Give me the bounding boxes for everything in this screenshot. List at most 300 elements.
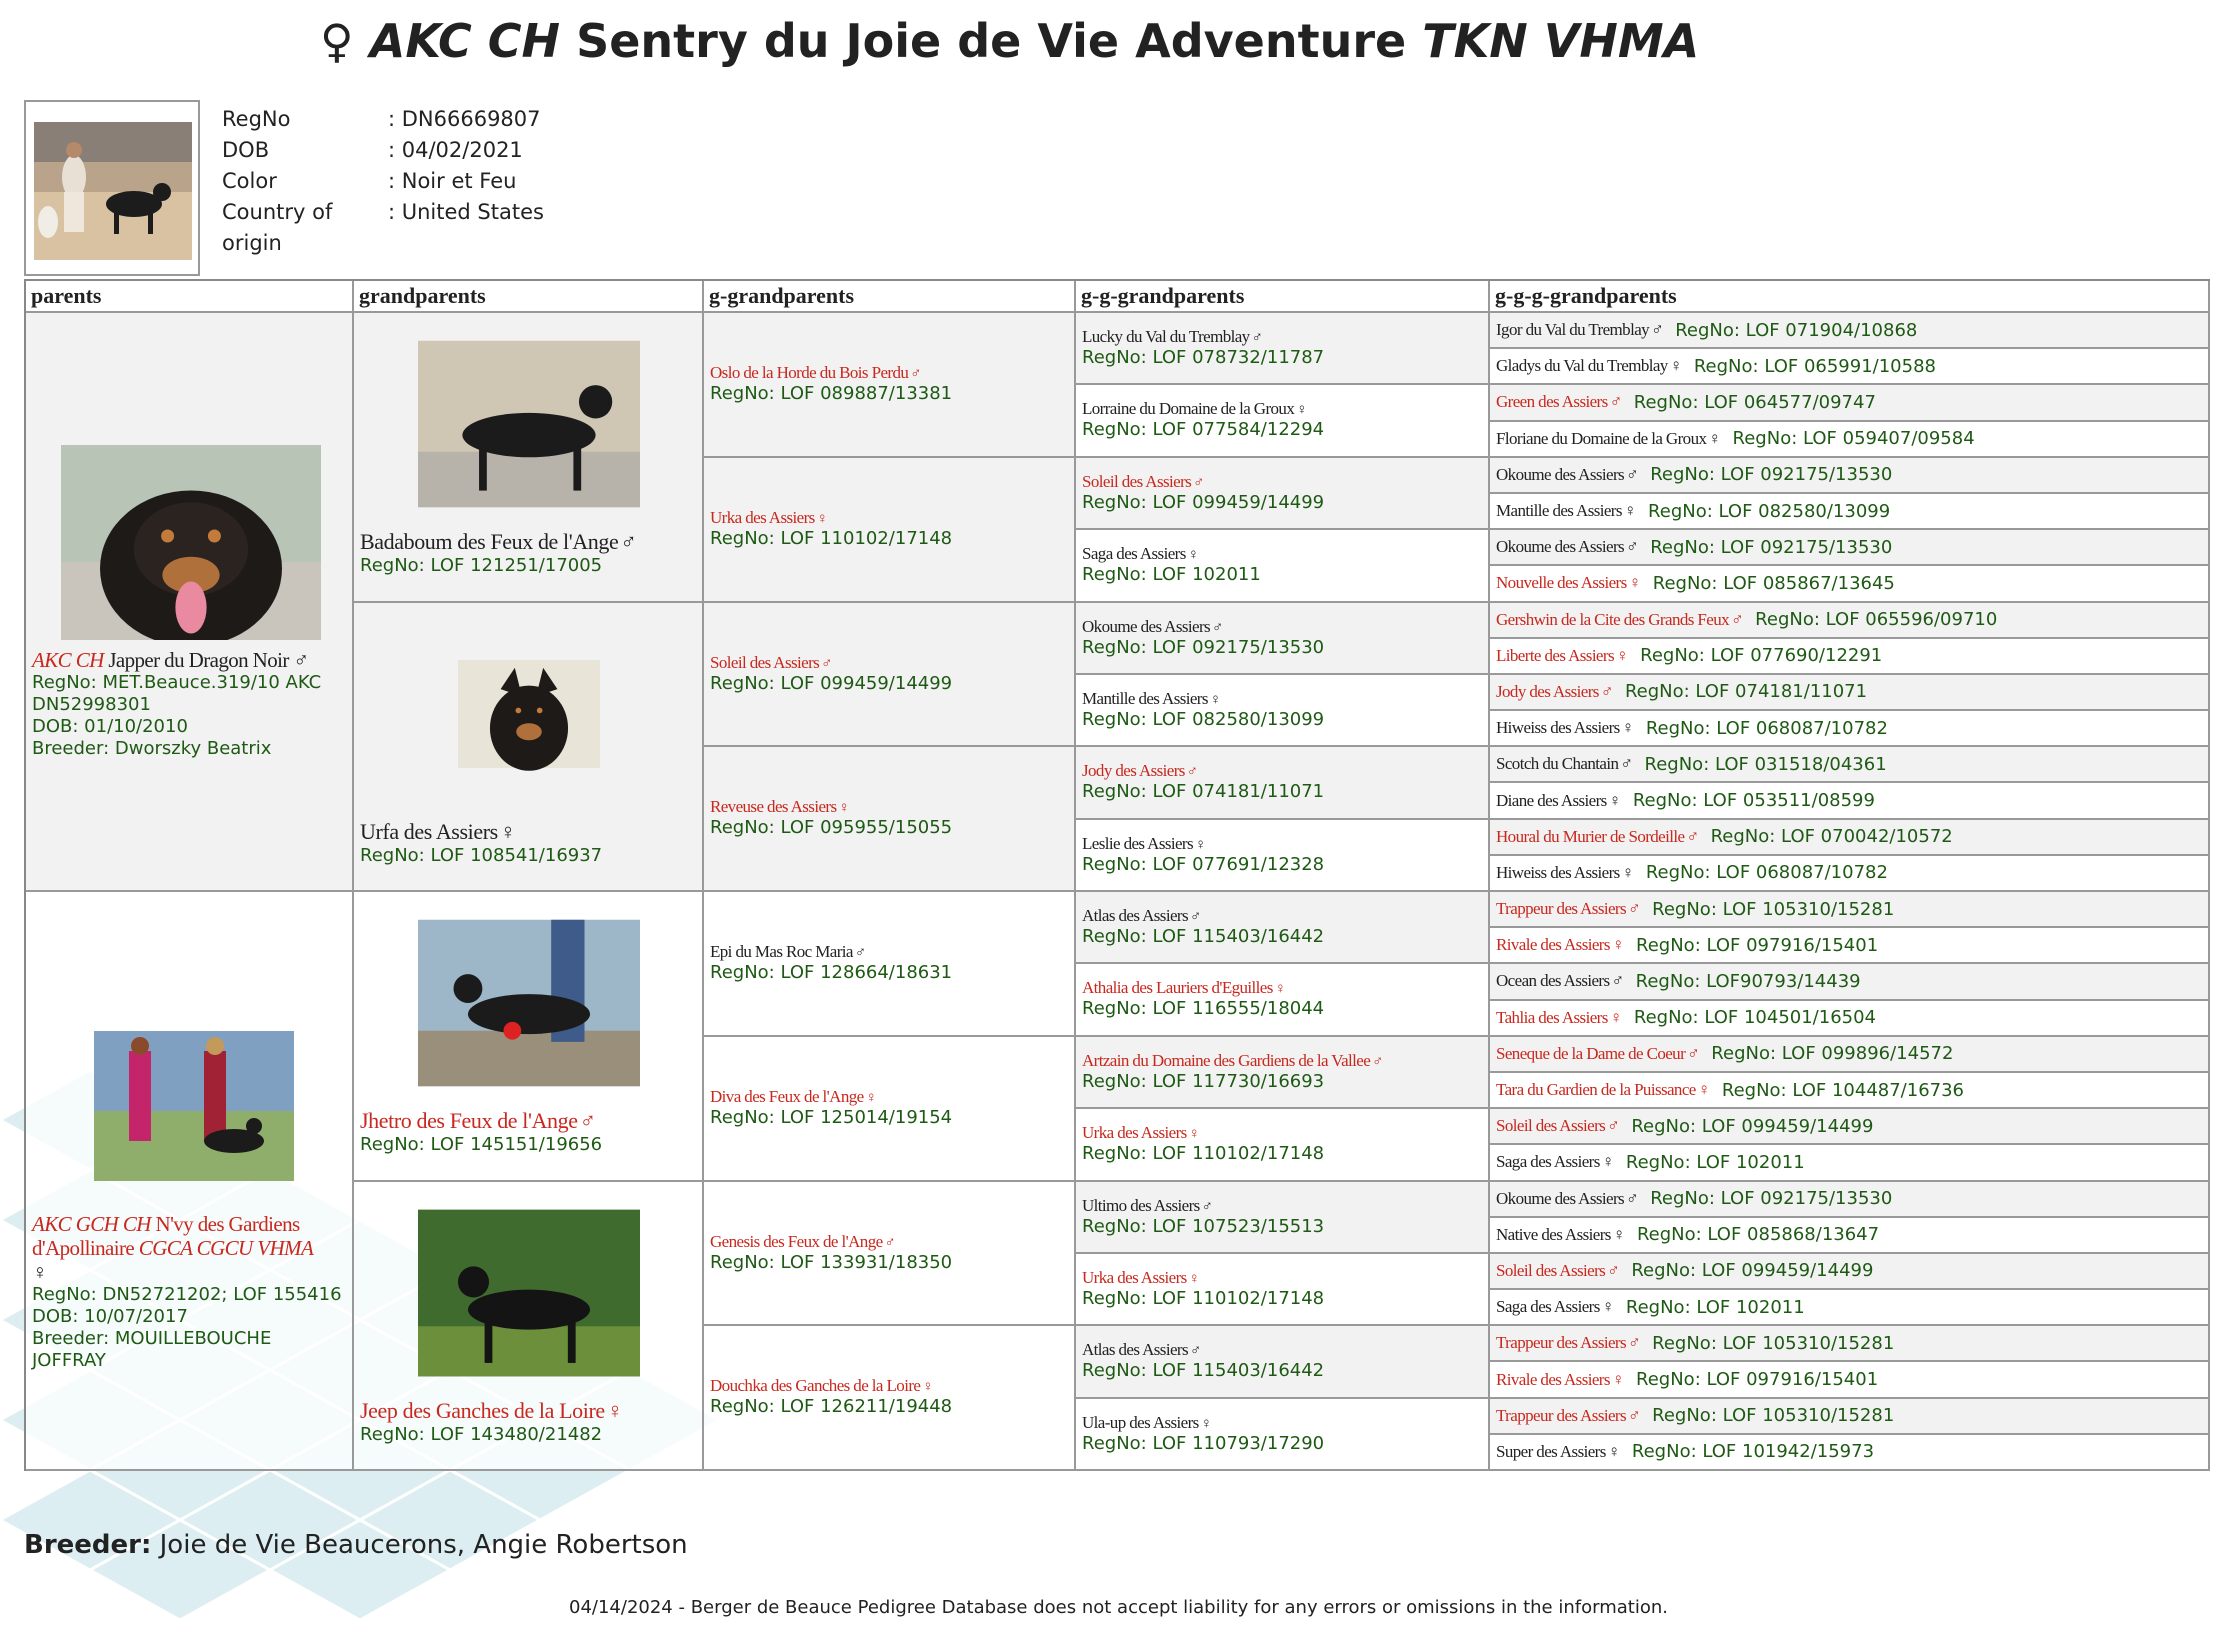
dog-show-photo [34, 122, 192, 260]
title-name: Sentry du Joie de Vie Adventure [576, 14, 1407, 68]
dog-name-text[interactable]: Jhetro des Feux de l'Ange [360, 1108, 578, 1133]
parent-dob: DOB: 01/10/2010 [32, 716, 188, 737]
gender-symbol: ♂ [1626, 537, 1639, 557]
dog-name-text[interactable]: Soleil des Assiers [1082, 471, 1192, 491]
g-grandparent-regno: RegNo: LOF 095955/15055 [710, 817, 953, 839]
gender-symbol: ♂ [1626, 464, 1639, 484]
gender-symbol: ♂ [1687, 1043, 1700, 1063]
g-grandparent-regno: RegNo: LOF 126211/19448 [710, 1396, 953, 1418]
dog-name[interactable] [1082, 689, 1324, 709]
dog-name[interactable] [1082, 834, 1324, 854]
gender-symbol: ♀ [1607, 1441, 1620, 1461]
dog-name[interactable] [1496, 465, 1638, 485]
gender-symbol: ♀ [1187, 547, 1199, 564]
dog-name[interactable] [1082, 1196, 1324, 1216]
dog-name-text[interactable]: Okoume des Assiers [1496, 1188, 1625, 1208]
grandparent-cell-0 [354, 313, 704, 603]
g-grandparent-cell-2 [704, 603, 1076, 748]
gg-grandparent-text [1082, 544, 1261, 585]
dog-name-text[interactable]: Reveuse des Assiers [710, 797, 837, 817]
gg-grandparent-text [1082, 1268, 1324, 1309]
ggg-grandparent-cell-4 [1490, 458, 2210, 494]
dog-name[interactable] [710, 942, 952, 962]
dog-name-text[interactable]: Soleil des Assiers [1496, 1260, 1606, 1280]
grandparent-regno: RegNo: LOF 121251/17005 [360, 555, 603, 576]
gender-symbol: ♂ [1609, 392, 1622, 412]
grandparent-photo-2[interactable] [418, 906, 640, 1100]
ggg-grandparent-regno: RegNo: LOF 102011 [1625, 1296, 1805, 1318]
gg-grandparent-regno: RegNo: LOF 078732/11787 [1082, 347, 1325, 368]
gg-grandparent-regno: RegNo: LOF 082580/13099 [1082, 708, 1325, 730]
gender-symbol: ♂ [1251, 330, 1263, 346]
dog-name-text[interactable]: Athalia des Lauriers d'Eguilles [1082, 978, 1273, 998]
ggg-grandparent-cell-30 [1490, 1399, 2210, 1435]
dog-name-text[interactable]: Ula-up des Assiers [1082, 1412, 1199, 1432]
g-grandparent-cell-1 [704, 458, 1076, 603]
ggg-grandparent-cell-25 [1490, 1218, 2210, 1254]
dog-name[interactable] [1496, 1406, 1640, 1426]
ggg-grandparent-cell-27 [1490, 1290, 2210, 1326]
dog-name[interactable] [1082, 327, 1324, 347]
gender-symbol: ♀ [1601, 1152, 1614, 1172]
g-grandparent-text [710, 653, 952, 694]
ggg-grandparent-regno: RegNo: LOF 082580/13099 [1648, 500, 1891, 522]
dog-name[interactable] [1496, 1080, 1710, 1100]
gender-symbol: ♂ [1201, 1198, 1213, 1215]
dog-name-text[interactable]: Badaboum des Feux de l'Ange [360, 529, 619, 554]
parent-prefix: AKC CH [32, 648, 104, 672]
dog-name[interactable] [1496, 827, 1699, 847]
gender-symbol: ♂ [854, 945, 866, 961]
dog-name-text[interactable]: Artzain du Domaine des Gardiens de la Vallee [1082, 1050, 1371, 1070]
dog-name[interactable] [710, 508, 952, 528]
dog-name[interactable] [1082, 1268, 1324, 1288]
dog-name-text[interactable]: Mantille des Assiers [1496, 501, 1622, 521]
ggg-grandparent-cell-16 [1490, 892, 2210, 928]
ggg-grandparent-regno: RegNo: LOF 104501/16504 [1633, 1007, 1877, 1029]
dog-name[interactable] [1496, 320, 1663, 340]
ggg-grandparent-regno: RegNo: LOF 085867/13645 [1652, 572, 1895, 594]
dog-name[interactable] [1082, 1051, 1383, 1071]
dog-name[interactable] [1496, 1225, 1625, 1245]
info-row-country: Country of origin : United States [222, 200, 544, 255]
gg-grandparent-text [1082, 761, 1324, 802]
gender-symbol: ♀ [499, 818, 516, 844]
ggg-grandparent-regno: RegNo: LOF 105310/15281 [1652, 898, 1895, 920]
gender-symbol: ♂ [1627, 1333, 1641, 1353]
dog-name-text[interactable]: Okoume des Assiers [1496, 537, 1625, 557]
disclaimer-footer: 04/14/2024 - Berger de Beauce Pedigree Database does not accept liability for any errors or omissions in the information. [569, 1597, 1668, 1618]
gender-symbol: ♀ [1601, 1297, 1614, 1317]
ggg-grandparent-regno: RegNo: LOF 065596/09710 [1755, 609, 1998, 631]
ggg-grandparent-cell-0 [1490, 313, 2210, 349]
gender-symbol: ♀ [1209, 691, 1221, 708]
dog-name-text[interactable]: Gershwin de la Cite des Grands Feux [1496, 609, 1730, 629]
grandparent-text [360, 1398, 623, 1445]
gg-grandparent-text [1082, 978, 1324, 1019]
dog-name-text[interactable]: Nouvelle des Assiers [1496, 573, 1627, 593]
dog-name-text[interactable]: Urfa des Assiers [360, 818, 498, 844]
gg-grandparent-cell-0 [1076, 313, 1490, 385]
dog-name-text[interactable]: Trappeur des Assiers [1496, 899, 1626, 919]
dog-name[interactable] [1496, 1370, 1624, 1390]
dog-name[interactable] [1496, 754, 1633, 774]
dog-name-text[interactable]: Epi du Mas Roc Maria [710, 942, 853, 961]
dog-name[interactable] [1496, 899, 1640, 919]
dog-name-text[interactable]: Hiweiss des Assiers [1496, 862, 1620, 882]
dog-name[interactable] [360, 819, 602, 845]
dog-name-text[interactable]: Super des Assiers [1496, 1441, 1606, 1461]
dog-name[interactable] [710, 1232, 952, 1252]
ggg-grandparent-cell-29 [1490, 1362, 2210, 1398]
dog-name[interactable] [710, 1087, 952, 1107]
dog-name[interactable] [1496, 1333, 1640, 1353]
ggg-grandparent-regno: RegNo: LOF 092175/13530 [1650, 536, 1893, 558]
dog-name[interactable] [1082, 617, 1324, 637]
ggg-grandparent-regno: RegNo: LOF 092175/13530 [1650, 1188, 1893, 1210]
gg-grandparent-text [1082, 327, 1324, 368]
dog-name-text[interactable]: Soleil des Assiers [710, 652, 820, 672]
parent-photo-0[interactable] [46, 445, 336, 640]
dog-name-text[interactable]: Scotch du Chantain [1496, 754, 1619, 774]
pedigree-table [24, 279, 2210, 1471]
dog-name-text[interactable]: Okoume des Assiers [1496, 464, 1625, 484]
dog-name[interactable] [1496, 392, 1622, 412]
dog-name-text[interactable]: Jody des Assiers [1082, 761, 1185, 781]
dog-name[interactable] [1496, 1261, 1619, 1281]
parent-photo-1[interactable] [94, 1008, 294, 1204]
dog-name-text[interactable]: Jody des Assiers [1496, 681, 1599, 701]
gg-grandparent-regno: RegNo: LOF 099459/14499 [1082, 491, 1325, 513]
dog-name[interactable] [710, 653, 952, 673]
g-grandparent-regno: RegNo: LOF 110102/17148 [710, 527, 953, 549]
gender-symbol: ♀ [1274, 981, 1286, 998]
dog-name-text[interactable]: Houral du Murier de Sordeille [1496, 826, 1685, 846]
grandparent-text [360, 1108, 602, 1155]
gender-symbol: ♂ [1627, 899, 1641, 919]
gg-grandparent-regno: RegNo: LOF 074181/11071 [1082, 781, 1325, 803]
gender-symbol: ♀ [1697, 1080, 1710, 1100]
gg-grandparent-cell-11 [1076, 1109, 1490, 1181]
dog-name[interactable] [710, 363, 952, 383]
gg-grandparent-regno: RegNo: LOF 102011 [1082, 564, 1261, 586]
dog-name[interactable] [1496, 646, 1628, 666]
gender-symbol: ♂ [1607, 1260, 1620, 1280]
dog-name-text[interactable]: Ocean des Assiers [1496, 971, 1610, 991]
column-header-1: grandparents [354, 281, 704, 313]
ggg-grandparent-regno: RegNo: LOF 071904/10868 [1675, 319, 1918, 341]
ggg-grandparent-cell-8 [1490, 603, 2210, 639]
parent-cell-0 [26, 313, 354, 892]
dog-name[interactable] [1496, 1189, 1638, 1209]
gender-symbol: ♀ [1296, 402, 1307, 419]
dog-name-text[interactable]: Urka des Assiers [1082, 1267, 1187, 1287]
gender-symbol: ♂ [1620, 754, 1633, 774]
dog-name-text[interactable]: Urka des Assiers [710, 507, 815, 527]
dog-name[interactable] [1496, 863, 1634, 883]
gg-grandparent-text [1082, 472, 1324, 513]
dog-name-text[interactable]: Mantille des Assiers [1082, 688, 1208, 708]
parent-name-text[interactable]: Japper du Dragon Noir [108, 648, 289, 672]
grandparent-cell-3 [354, 1182, 704, 1472]
gg-grandparent-regno: RegNo: LOF 117730/16693 [1082, 1070, 1325, 1092]
dog-name-text[interactable]: Rivale des Assiers [1496, 1369, 1610, 1389]
gender-symbol: ♀ [922, 1379, 933, 1396]
dog-name[interactable] [1496, 610, 1743, 630]
dog-name[interactable] [710, 1376, 952, 1396]
gg-grandparent-cell-12 [1076, 1182, 1490, 1254]
dog-name-text[interactable]: Soleil des Assiers [1496, 1116, 1606, 1136]
gg-grandparent-cell-14 [1076, 1326, 1490, 1398]
female-symbol: ♀ [320, 14, 354, 68]
dog-name-text[interactable]: Seneque de la Dame de Coeur [1496, 1043, 1686, 1063]
column-header-2: g-grandparents [704, 281, 1076, 313]
ggg-grandparent-cell-17 [1490, 928, 2210, 964]
dog-name-text[interactable]: Leslie des Assiers [1082, 833, 1194, 853]
gg-grandparent-regno: RegNo: LOF 116555/18044 [1082, 998, 1325, 1020]
dog-name[interactable] [1082, 1413, 1324, 1433]
grandparent-photo-1[interactable] [458, 617, 600, 811]
gender-symbol: ♀ [1609, 1007, 1622, 1027]
g-grandparent-regno: RegNo: LOF 133931/18350 [710, 1251, 953, 1273]
gg-grandparent-text [1082, 617, 1324, 658]
info-row-regno: RegNo : DN66669807 [222, 107, 541, 131]
ggg-grandparent-regno: RegNo: LOF 097916/15401 [1636, 1369, 1879, 1391]
g-grandparent-regno: RegNo: LOF 099459/14499 [710, 672, 953, 694]
dog-name-text[interactable]: Atlas des Assiers [1082, 1340, 1188, 1360]
dog-name[interactable] [1496, 971, 1624, 991]
gender-symbol: ♀ [1611, 935, 1625, 955]
parent-text [32, 1212, 348, 1372]
gg-grandparent-regno: RegNo: LOF 115403/16442 [1082, 1360, 1325, 1382]
g-grandparent-text [710, 363, 952, 404]
gender-symbol: ♂ [620, 529, 637, 554]
dog-name[interactable] [1082, 399, 1324, 419]
dog-name[interactable] [1082, 1340, 1324, 1360]
ggg-grandparent-regno: RegNo: LOF 104487/16736 [1721, 1079, 1965, 1101]
dog-name[interactable] [360, 529, 636, 555]
dog-name-text[interactable]: Floriane du Domaine de la Groux [1496, 428, 1707, 448]
gender-symbol: ♀ [1621, 862, 1634, 882]
dog-name-text[interactable]: Trappeur des Assiers [1496, 1333, 1626, 1353]
ggg-grandparent-cell-18 [1490, 964, 2210, 1000]
dog-name-text[interactable]: Rivale des Assiers [1496, 935, 1610, 955]
g-grandparent-regno: RegNo: LOF 089887/13381 [710, 383, 953, 404]
dog-name[interactable] [360, 1108, 602, 1134]
gender-symbol: ♀ [1708, 428, 1721, 448]
dog-name-text[interactable]: Atlas des Assiers [1082, 906, 1188, 925]
gg-grandparent-text [1082, 1123, 1324, 1164]
dog-name[interactable] [1496, 1008, 1622, 1028]
gg-grandparent-regno: RegNo: LOF 115403/16442 [1082, 926, 1325, 947]
dog-name[interactable] [1082, 978, 1324, 998]
dog-name-text[interactable]: Igor du Val du Tremblay [1496, 320, 1650, 340]
ggg-grandparent-regno: RegNo: LOF 101942/15973 [1631, 1441, 1875, 1463]
dog-name[interactable] [1496, 501, 1636, 521]
dog-name[interactable] [1496, 718, 1634, 738]
ggg-grandparent-regno: RegNo: LOF 105310/15281 [1652, 1332, 1895, 1354]
dog-name[interactable] [710, 797, 952, 817]
dog-name-text[interactable]: Ultimo des Assiers [1082, 1195, 1200, 1215]
gender-symbol: ♀ [1188, 1270, 1200, 1287]
dog-name[interactable] [1496, 1116, 1619, 1136]
gg-grandparent-cell-4 [1076, 603, 1490, 675]
dog-name-text[interactable]: Tara du Gardien de la Puissance [1496, 1080, 1696, 1100]
parent-prefix: AKC GCH CH [32, 1212, 151, 1236]
ggg-grandparent-regno: RegNo: LOF 085868/13647 [1636, 1224, 1880, 1246]
grandparent-text [360, 819, 602, 866]
dog-name[interactable] [1496, 1152, 1614, 1172]
g-grandparent-text [710, 942, 952, 983]
ggg-grandparent-regno: RegNo: LOF 065991/10588 [1693, 355, 1936, 377]
dog-name[interactable] [1496, 356, 1682, 376]
gg-grandparent-text [1082, 1051, 1383, 1092]
gender-symbol: ♂ [1372, 1053, 1383, 1070]
dog-name-text[interactable]: Native des Assiers [1496, 1224, 1611, 1244]
dog-name[interactable] [1082, 472, 1324, 492]
ggg-grandparent-cell-2 [1490, 385, 2210, 421]
ggg-grandparent-regno: RegNo: LOF 064577/09747 [1633, 391, 1876, 413]
parent-suffix: CGCA CGCU VHMA [138, 1236, 314, 1260]
dog-name-text[interactable]: Saga des Assiers [1082, 544, 1186, 564]
ggg-grandparent-cell-22 [1490, 1109, 2210, 1145]
dog-name[interactable] [1082, 761, 1324, 781]
dog-name[interactable] [1496, 682, 1613, 702]
dog-name-text[interactable]: Liberte des Assiers [1496, 645, 1614, 665]
g-grandparent-cell-7 [704, 1326, 1076, 1471]
parent-name[interactable] [32, 1212, 348, 1284]
gender-symbol: ♀ [1669, 356, 1682, 376]
gender-symbol: ♂ [1686, 826, 1699, 846]
dog-name-text[interactable]: Okoume des Assiers [1082, 616, 1211, 636]
gg-grandparent-cell-2 [1076, 458, 1490, 530]
dog-name[interactable] [1496, 791, 1621, 811]
dog-name-text[interactable]: Hiweiss des Assiers [1496, 718, 1620, 738]
dog-name-text[interactable]: Douchka des Ganches de la Loire [710, 1376, 921, 1396]
ggg-grandparent-cell-10 [1490, 675, 2210, 711]
parent-breeder: Breeder: MOUILLEBOUCHE JOFFRAY [32, 1328, 272, 1371]
dog-name[interactable] [1082, 1123, 1324, 1143]
g-grandparent-text [710, 1232, 952, 1273]
ggg-grandparent-cell-9 [1490, 639, 2210, 675]
ggg-grandparent-cell-28 [1490, 1326, 2210, 1362]
ggg-grandparent-regno: RegNo: LOF 097916/15401 [1636, 934, 1879, 956]
dog-name-text[interactable]: Oslo de la Horde du Bois Perdu [710, 363, 909, 382]
dog-name[interactable] [1496, 573, 1641, 593]
gender-symbol: ♂ [1607, 1116, 1620, 1136]
info-row-dob: DOB : 04/02/2021 [222, 138, 523, 162]
gender-symbol: ♀ [1200, 1415, 1212, 1432]
g-grandparent-cell-6 [704, 1182, 1076, 1327]
gender-symbol: ♂ [821, 655, 832, 672]
ggg-grandparent-regno: RegNo: LOF90793/14439 [1635, 970, 1861, 992]
title-prefix: AKC CH [369, 14, 561, 68]
dog-name[interactable] [1082, 544, 1261, 564]
gg-grandparent-text [1082, 689, 1324, 730]
dog-name-text[interactable]: Saga des Assiers [1496, 1152, 1600, 1172]
dog-name-text[interactable]: Urka des Assiers [1082, 1123, 1187, 1143]
dog-name-text[interactable]: Lucky du Val du Tremblay [1082, 327, 1250, 346]
dog-name[interactable] [1496, 935, 1624, 955]
dog-name-text[interactable]: Diva des Feux de l'Ange [710, 1086, 864, 1106]
dog-name-text[interactable]: Saga des Assiers [1496, 1297, 1600, 1317]
info-row-color: Color : Noir et Feu [222, 169, 517, 193]
gender-symbol: ♀ [865, 1089, 877, 1106]
gg-grandparent-cell-9 [1076, 964, 1490, 1036]
column-header-3: g-g-grandparents [1076, 281, 1490, 313]
gender-symbol: ♂ [1189, 909, 1201, 925]
gender-symbol: ♀ [1612, 1224, 1625, 1244]
gg-grandparent-cell-10 [1076, 1037, 1490, 1109]
grandparent-photo-3[interactable] [418, 1196, 640, 1390]
ggg-grandparent-cell-19 [1490, 1001, 2210, 1037]
ggg-grandparent-regno: RegNo: LOF 092175/13530 [1650, 464, 1893, 486]
parent-name[interactable] [32, 648, 348, 672]
ggg-grandparent-cell-23 [1490, 1145, 2210, 1181]
g-grandparent-regno: RegNo: LOF 128664/18631 [710, 962, 953, 983]
gender-symbol: ♂ [1611, 971, 1624, 991]
ggg-grandparent-cell-15 [1490, 856, 2210, 892]
dog-name[interactable] [1496, 429, 1721, 449]
ggg-grandparent-regno: RegNo: LOF 077690/12291 [1640, 645, 1883, 667]
dog-name-text[interactable]: Lorraine du Domaine de la Groux [1082, 399, 1295, 419]
dog-name[interactable] [360, 1398, 623, 1424]
ggg-grandparent-cell-31 [1490, 1435, 2210, 1471]
ggg-grandparent-cell-3 [1490, 422, 2210, 458]
dog-name[interactable] [1082, 906, 1324, 926]
gender-symbol: ♀ [1623, 501, 1637, 521]
gg-grandparent-text [1082, 1196, 1324, 1237]
parent-breeder: Breeder: Dworszky Beatrix [32, 738, 272, 759]
g-grandparent-cell-5 [704, 1037, 1076, 1182]
dog-name[interactable] [1496, 1044, 1699, 1064]
gg-grandparent-text [1082, 1340, 1324, 1381]
dog-name[interactable] [1496, 1442, 1620, 1462]
gender-symbol: ♀ [32, 1260, 48, 1284]
ggg-grandparent-regno: RegNo: LOF 074181/11071 [1624, 681, 1868, 703]
dog-name-text[interactable]: Genesis des Feux de l'Ange [710, 1231, 883, 1251]
ggg-grandparent-cell-21 [1490, 1073, 2210, 1109]
parent-name-text[interactable]: N'vy des Gardiens d'Apollinaire [32, 1212, 300, 1260]
dog-name-text[interactable]: Tahlia des Assiers [1496, 1007, 1608, 1027]
gender-symbol: ♀ [1621, 718, 1634, 738]
dog-name-text[interactable]: Gladys du Val du Tremblay [1496, 356, 1668, 376]
ggg-grandparent-cell-13 [1490, 783, 2210, 819]
dog-name-text[interactable]: Trappeur des Assiers [1496, 1405, 1626, 1425]
breeder-value: Joie de Vie Beaucerons, Angie Robertson [159, 1530, 688, 1560]
gender-symbol: ♂ [1651, 320, 1664, 340]
gg-grandparent-text [1082, 399, 1324, 440]
dog-name-text[interactable]: Diane des Assiers [1496, 790, 1607, 810]
breeder-label: Breeder: [24, 1530, 152, 1560]
gg-grandparent-regno: RegNo: LOF 077691/12328 [1082, 853, 1325, 875]
ggg-grandparent-regno: RegNo: LOF 059407/09584 [1732, 428, 1975, 450]
ggg-grandparent-regno: RegNo: LOF 068087/10782 [1645, 717, 1888, 739]
gender-symbol: ♂ [910, 366, 921, 382]
grandparent-photo-0[interactable] [418, 327, 640, 521]
dog-name[interactable] [1496, 1297, 1614, 1317]
dog-name[interactable] [1496, 537, 1638, 557]
dog-name-text[interactable]: Green des Assiers [1496, 392, 1608, 412]
dog-name-text[interactable]: Jeep des Ganches de la Loire [360, 1397, 605, 1423]
ggg-grandparent-regno: RegNo: LOF 070042/10572 [1710, 826, 1953, 848]
dog-info [222, 104, 544, 259]
main-dog-photo[interactable] [24, 100, 200, 276]
gg-grandparent-cell-15 [1076, 1399, 1490, 1471]
gg-grandparent-cell-13 [1076, 1254, 1490, 1326]
gender-symbol: ♂ [1186, 764, 1198, 781]
g-grandparent-text [710, 797, 952, 838]
